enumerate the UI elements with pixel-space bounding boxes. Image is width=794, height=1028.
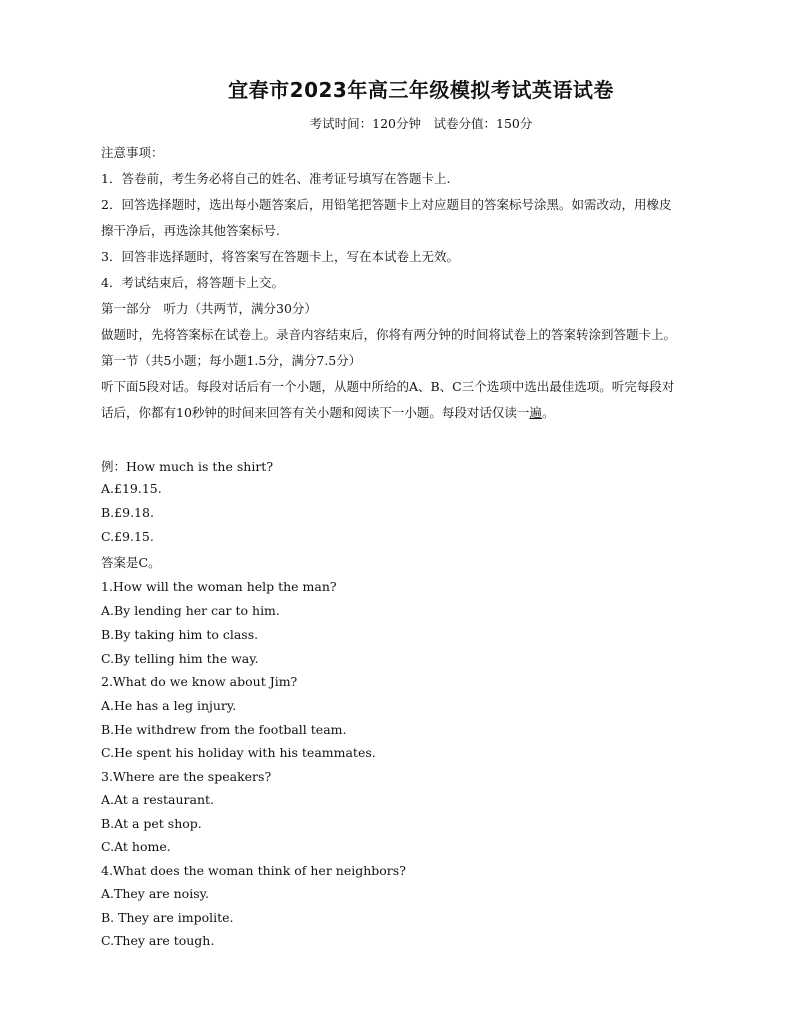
- underlined-word: 遍: [529, 405, 542, 420]
- note-item-1: 1．答卷前，考生务必将自己的姓名、准考证号填写在答题卡上.: [101, 171, 451, 186]
- exam-info: 考试时间：120分钟 试卷分值：150分: [309, 116, 533, 131]
- example-option-b: B.£9.18.: [101, 505, 154, 520]
- section1-instruction-line1: 听下面5段对话。每段对话后有一个小题，从题中所给的A、B、C三个选项中选出最佳选项。听完每段对: [101, 379, 675, 394]
- note-item-4: 4．考试结束后，将答题卡上交。: [101, 275, 284, 290]
- example-option-a: A.£19.15.: [101, 481, 162, 496]
- section1-instruction-text: 话后，你都有10秒钟的时间来回答有关小题和阅读下一小题。每段对话仅读一: [101, 405, 530, 420]
- question-1-option-a: A.By lending her car to him.: [101, 603, 280, 618]
- question-3-option-a: A.At a restaurant.: [101, 792, 215, 807]
- question-4: 4.What does the woman think of her neighbors?: [101, 863, 406, 878]
- section1-instruction-end: 。: [541, 405, 555, 420]
- part1-heading: 第一部分 听力（共两节，满分30分）: [101, 301, 317, 316]
- question-2-option-c: C.He spent his holiday with his teammates.: [101, 745, 376, 760]
- example-question: 例：How much is the shirt?: [101, 459, 274, 474]
- question-1: 1.How will the woman help the man?: [101, 579, 337, 594]
- example-option-c: C.£9.15.: [101, 529, 154, 544]
- question-4-option-c: C.They are tough.: [101, 933, 215, 948]
- note-item-2-continued: 擦干净后，再选涂其他答案标号.: [101, 223, 280, 238]
- notes-heading: 注意事项：: [101, 145, 164, 160]
- question-2-option-a: A.He has a leg injury.: [101, 698, 237, 713]
- note-item-3: 3．回答非选择题时，将答案写在答题卡上，写在本试卷上无效。: [101, 249, 459, 264]
- question-2-option-b: B.He withdrew from the football team.: [101, 722, 347, 737]
- question-1-option-c: C.By telling him the way.: [101, 651, 259, 666]
- question-1-option-b: B.By taking him to class.: [101, 627, 259, 642]
- part1-instruction: 做题时，先将答案标在试卷上。录音内容结束后，你将有两分钟的时间将试卷上的答案转涂到答题卡上。: [101, 327, 677, 342]
- example-answer: 答案是C。: [101, 555, 161, 570]
- question-3: 3.Where are the speakers?: [101, 769, 272, 784]
- question-3-option-c: C.At home.: [101, 839, 171, 854]
- section1-heading: 第一节（共5小题；每小题1.5分，满分7.5分）: [101, 353, 362, 368]
- question-4-option-a: A.They are noisy.: [101, 886, 209, 901]
- question-4-option-b: B. They are impolite.: [101, 910, 234, 925]
- note-item-2: 2．回答选择题时，选出每小题答案后，用铅笔把答题卡上对应题目的答案标号涂黑。如需改动，用橡皮: [101, 197, 672, 212]
- section1-instruction-line2: [101, 403, 554, 421]
- question-2: 2.What do we know about Jim?: [101, 674, 298, 689]
- page-title: 宜春市2023年高三年级模拟考试英语试卷: [228, 78, 614, 102]
- question-3-option-b: B.At a pet shop.: [101, 816, 202, 831]
